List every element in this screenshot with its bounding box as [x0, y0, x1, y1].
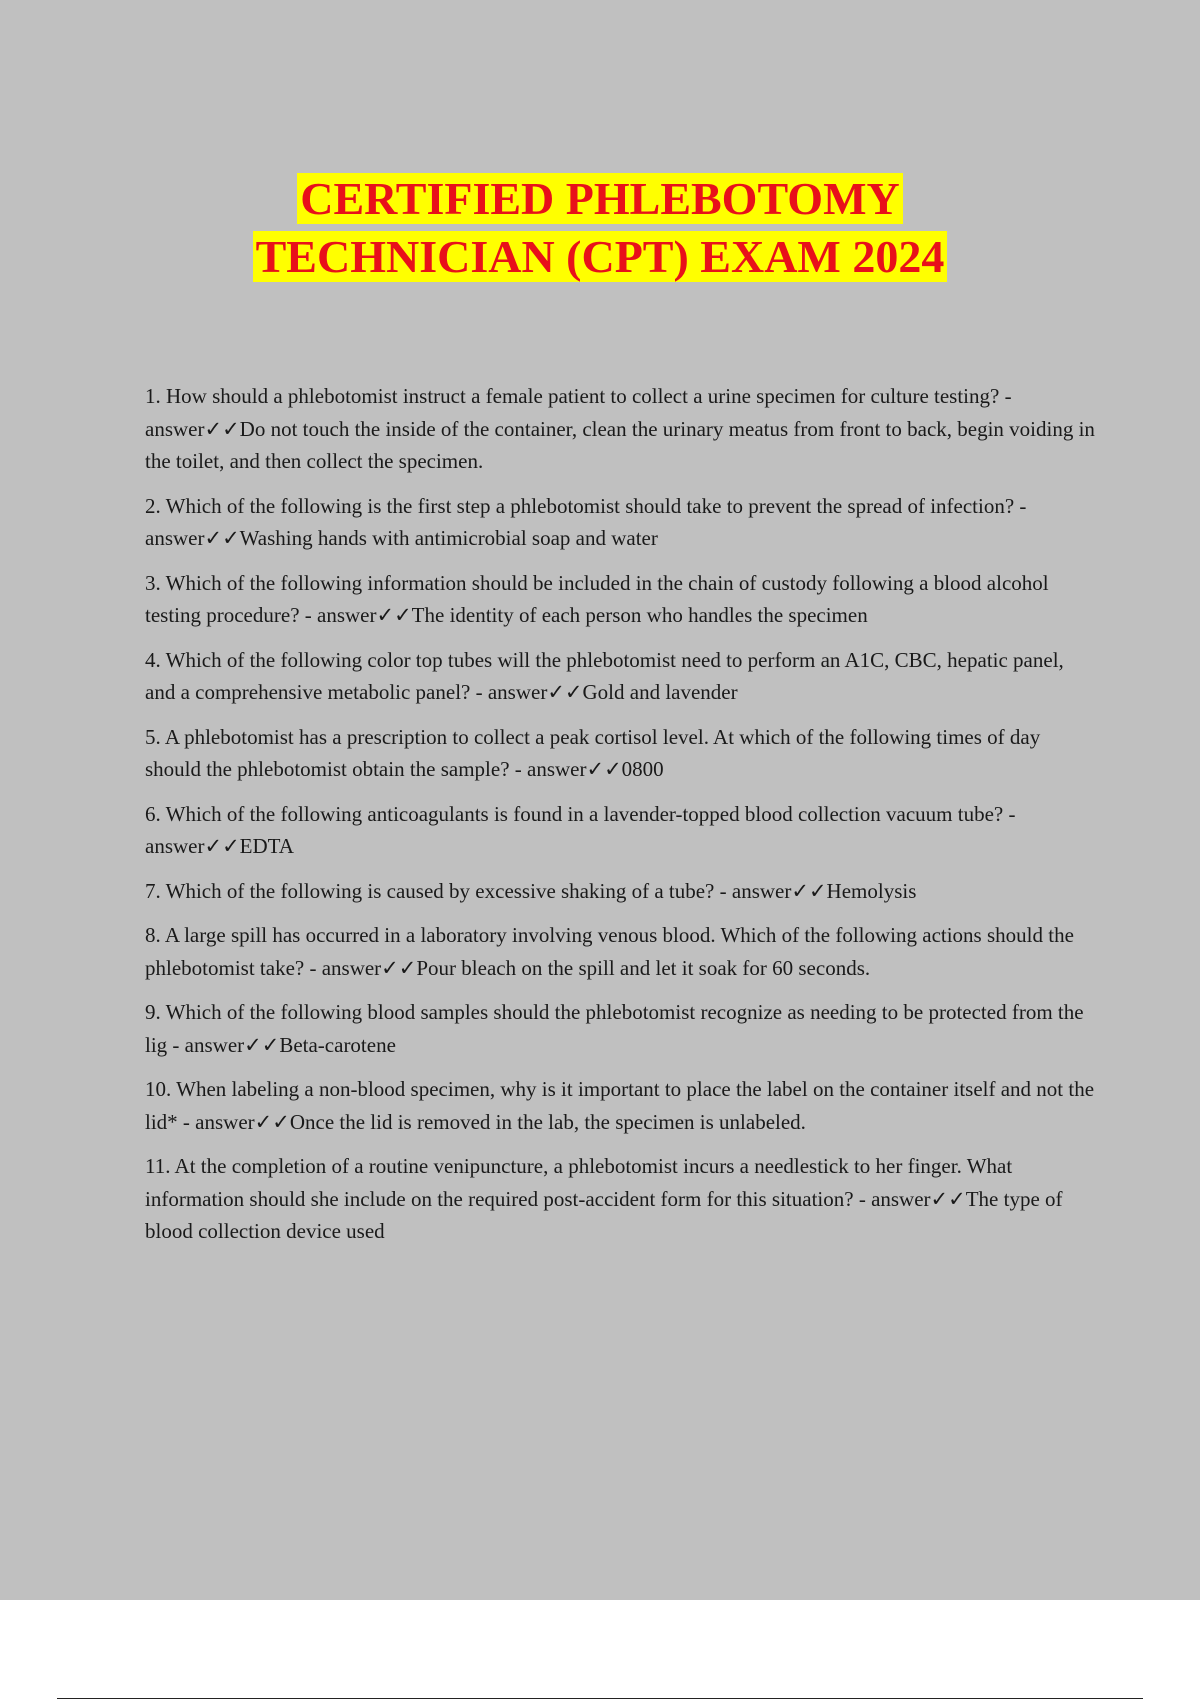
- question-item-11: 11. At the completion of a routine venipuncture, a phlebotomist incurs a needlestick to her finger. What information should she include on the required post-accident form for this situation? - answer✓✓The type of blood collection device used: [145, 1154, 1063, 1243]
- question-item-2: 2. Which of the following is the first step a phlebotomist should take to prevent the spread of infection? - answer✓✓Washing hands with antimicrobial soap and water: [145, 493, 1027, 550]
- title-line-2: TECHNICIAN (CPT) EXAM 2024: [253, 231, 948, 282]
- question-item-7: 7. Which of the following is caused by excessive shaking of a tube? - answer✓✓Hemolysis: [145, 878, 917, 903]
- question-item-1: 1. How should a phlebotomist instruct a female patient to collect a urine specimen for culture testing? - answer✓✓Do not touch the inside of the container, clean the urinary meatus from front to back, begin voiding in the toilet, and then collect the specimen.: [145, 384, 1095, 473]
- title-line-1: CERTIFIED PHLEBOTOMY: [297, 173, 902, 224]
- question-item-3: 3. Which of the following information should be included in the chain of custody following a blood alcohol testing procedure? - answer✓✓The identity of each person who handles the specimen: [145, 570, 1049, 627]
- question-item-8: 8. A large spill has occurred in a laboratory involving venous blood. Which of the following actions should the phlebotomist take? - answer✓✓Pour bleach on the spill and let it soak for 60 seconds.: [145, 923, 1074, 980]
- question-item-9: 9. Which of the following blood samples should the phlebotomist recognize as needing to be protected from the lig - answer✓✓Beta-carotene: [145, 1000, 1084, 1057]
- question-item-4: 4. Which of the following color top tubes will the phlebotomist need to perform an A1C, CBC, hepatic panel, and a comprehensive metabolic panel? - answer✓✓Gold and lavender: [145, 647, 1064, 704]
- footer-divider: [57, 1698, 1143, 1699]
- question-list: [145, 380, 1095, 1260]
- question-item-5: 5. A phlebotomist has a prescription to collect a peak cortisol level. At which of the following times of day should the phlebotomist obtain the sample? - answer✓✓0800: [145, 724, 1041, 781]
- question-item-10: 10. When labeling a non-blood specimen, why is it important to place the label on the container itself and not the lid* - answer✓✓Once the lid is removed in the lab, the specimen is unlabeled.: [145, 1077, 1095, 1134]
- question-item-6: 6. Which of the following anticoagulants is found in a lavender-topped blood collection vacuum tube? - answer✓✓EDTA: [145, 801, 1016, 858]
- document-title: [0, 170, 1200, 286]
